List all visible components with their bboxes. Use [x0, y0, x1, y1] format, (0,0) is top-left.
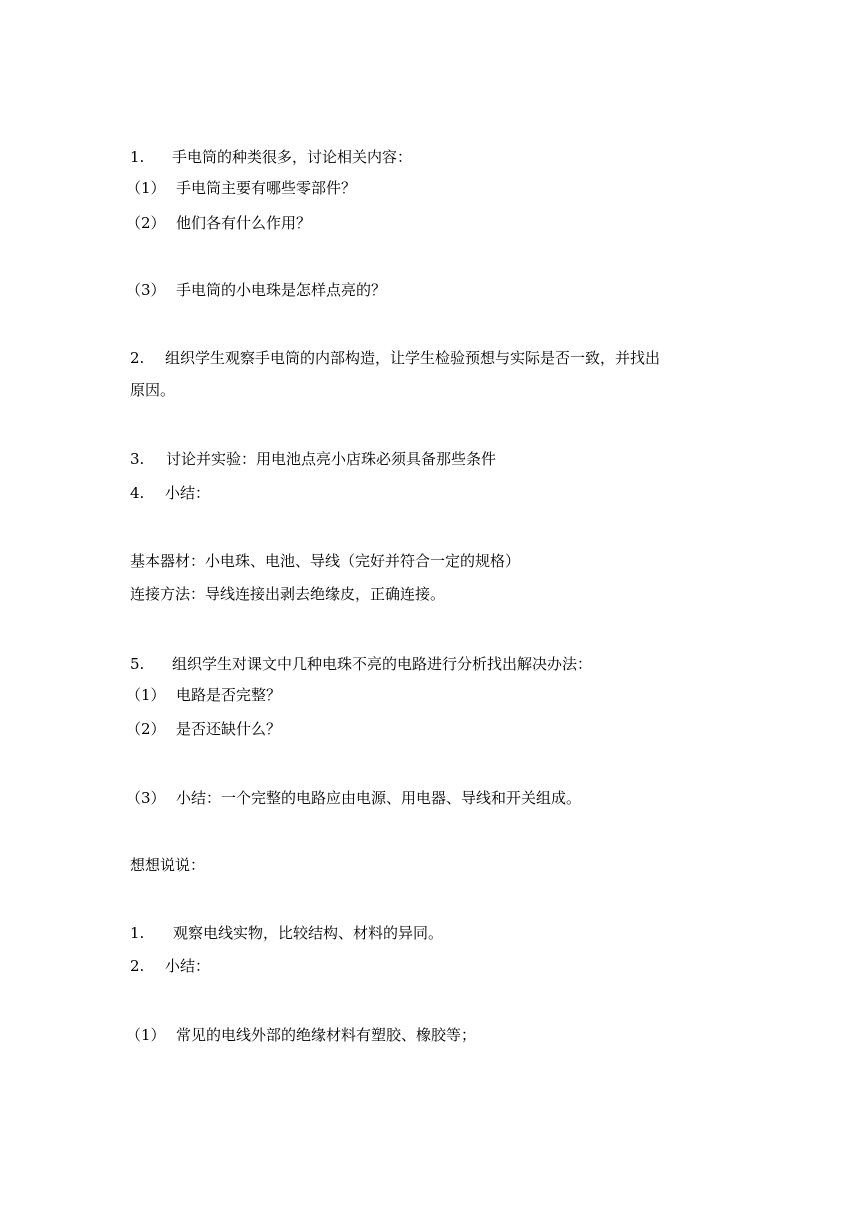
section1-item-2 [126, 212, 312, 234]
section3-text: 讨论并实验：用电池点亮小店珠必须具备那些条件 [166, 450, 497, 468]
think-item-1 [130, 922, 443, 944]
section1-heading [130, 146, 412, 168]
section5-text: 组织学生对课文中几种电珠不亮的电路进行分析找出解决办法： [172, 655, 593, 673]
think-item-2 [130, 955, 210, 977]
section2-number: 2. [130, 349, 145, 367]
section3-number: 3. [130, 450, 145, 468]
item-text: 是否还缺什么？ [176, 720, 282, 738]
item-text: 电路是否完整？ [176, 686, 282, 704]
section5-heading [130, 653, 592, 675]
item-text: 手电筒的小电珠是怎样点亮的？ [176, 281, 387, 299]
section5-number: 5. [130, 655, 145, 673]
think-sub-item-1 [126, 1024, 477, 1046]
item-text: 手电筒主要有哪些零部件？ [176, 179, 357, 197]
section2-text-continued: 原因。 [130, 381, 176, 399]
section1-item-3 [126, 279, 387, 301]
section1-number: 1. [130, 148, 145, 166]
think-item-number: 2. [130, 957, 145, 975]
item-number: （1） [126, 1026, 166, 1044]
think-title [130, 854, 205, 876]
section3 [130, 448, 496, 470]
section1-item-1 [126, 177, 357, 199]
section5-item-3 [126, 787, 582, 809]
summary-line-1 [130, 550, 520, 572]
section2-text: 组织学生观察手电筒的内部构造，让学生检验预想与实际是否一致，并找出 [165, 349, 661, 367]
item-number: （3） [126, 281, 166, 299]
summary-line-2 [130, 583, 445, 605]
item-text: 他们各有什么作用？ [176, 214, 312, 232]
section2-line1 [130, 347, 660, 369]
section2-line2 [130, 379, 175, 401]
think-item-text: 小结： [165, 957, 211, 975]
item-number: （1） [126, 179, 166, 197]
think-heading: 想想说说： [130, 856, 206, 874]
section1-text: 手电筒的种类很多，讨论相关内容： [172, 148, 413, 166]
item-text: 常见的电线外部的绝缘材料有塑胶、橡胶等； [176, 1026, 477, 1044]
section4 [130, 482, 210, 504]
summary-materials: 基本器材：小电珠、电池、导线（完好并符合一定的规格） [130, 552, 521, 570]
section4-text: 小结： [165, 484, 211, 502]
summary-connection: 连接方法：导线连接出剥去绝缘皮，正确连接。 [130, 585, 446, 603]
section5-item-2 [126, 718, 282, 740]
item-number: （3） [126, 789, 166, 807]
item-number: （1） [126, 686, 166, 704]
section4-number: 4. [130, 484, 145, 502]
item-number: （2） [126, 214, 166, 232]
think-item-number: 1. [130, 924, 145, 942]
item-number: （2） [126, 720, 166, 738]
item-text: 小结：一个完整的电路应由电源、用电器、导线和开关组成。 [176, 789, 582, 807]
think-item-text: 观察电线实物，比较结构、材料的异同。 [173, 924, 444, 942]
section5-item-1 [126, 684, 282, 706]
